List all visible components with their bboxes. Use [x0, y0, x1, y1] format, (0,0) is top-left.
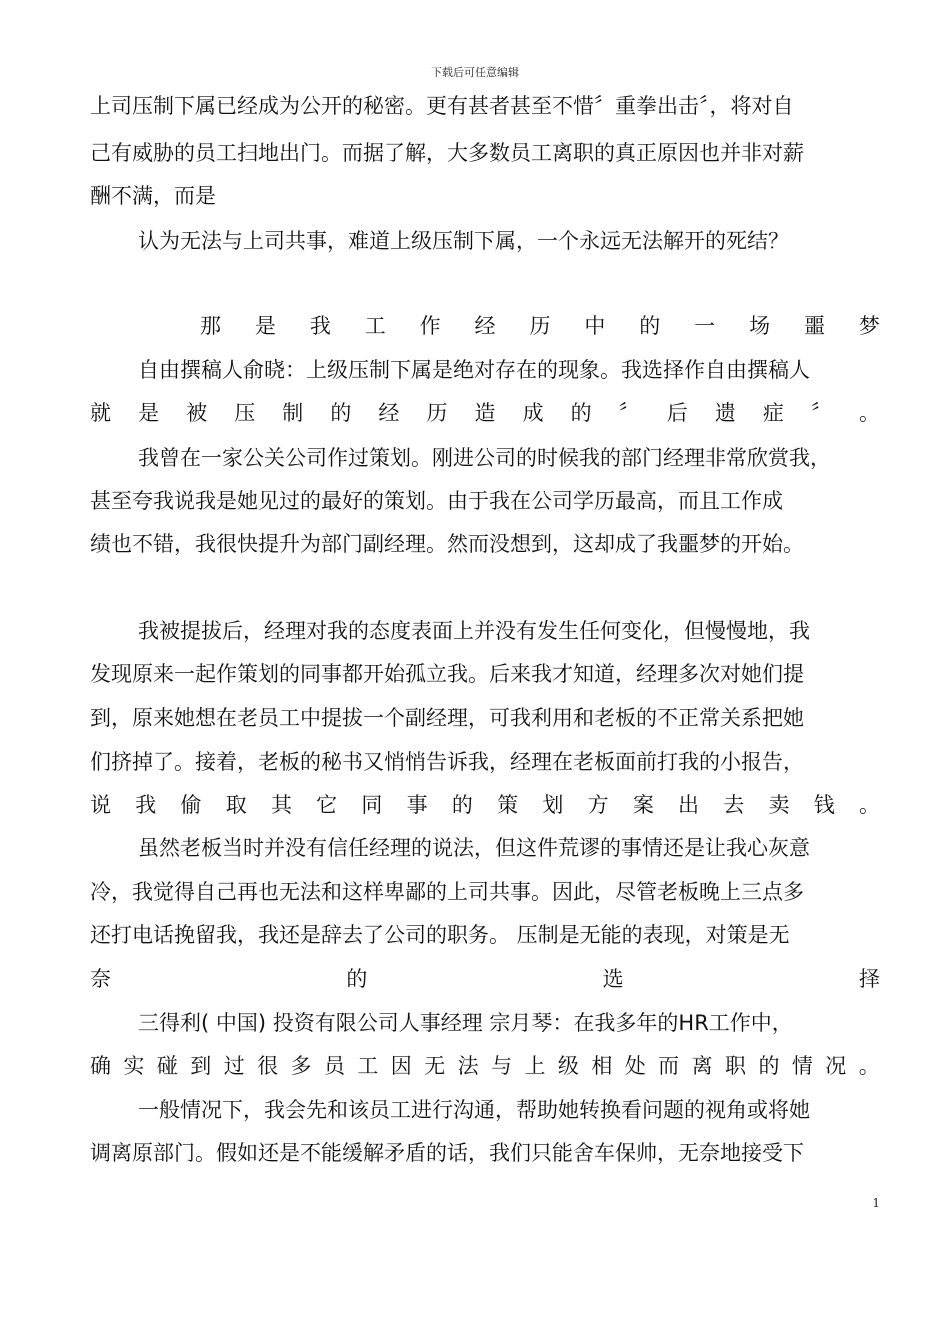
text-char: 工 — [357, 1054, 379, 1078]
text-char: 职 — [725, 1054, 747, 1078]
section-heading — [200, 304, 880, 348]
text-char: 出 — [678, 793, 700, 817]
text-char: 因 — [390, 1054, 412, 1078]
text-char: 被 — [186, 401, 208, 425]
text-char: 与 — [491, 1054, 513, 1078]
text-char: 情 — [791, 1054, 813, 1078]
text-line: 虽然老板当时并没有信任经理的说法，但这件荒谬的事情还是让我心灰意 — [138, 836, 810, 860]
text-line: 发现原来一起作策划的同事都开始孤立我。后来我才知道，经理多次对她们提 — [90, 662, 804, 686]
text-line: 甚至夸我说我是她见过的最好的策划。由于我在公司学历最高，而且工作成 — [90, 489, 783, 513]
text-char: 的 — [758, 1054, 780, 1078]
text-char: 相 — [591, 1054, 613, 1078]
text-char: 上 — [524, 1054, 546, 1078]
text-char: 。 — [859, 401, 880, 425]
text-char: 的 — [346, 967, 368, 991]
text-char: 历 — [426, 401, 448, 425]
text-char: 的 — [451, 793, 473, 817]
text-char: 很 — [257, 1054, 279, 1078]
text-char: 多 — [290, 1054, 312, 1078]
text-char: 择 — [858, 967, 880, 991]
text-char: 噩 — [803, 314, 825, 338]
text-char: 选 — [602, 967, 624, 991]
text-char: 奈 — [90, 967, 111, 991]
text-line: 调离原部门。假如还是不能缓解矛盾的话，我们只能舍车保帅，无奈地接受下 — [90, 1141, 804, 1165]
text-char: 工 — [364, 314, 386, 338]
text-char: 策 — [497, 793, 519, 817]
text-line: 己有威胁的员工扫地出门。而据了解，大多数员工离职的真正原因也并非对薪 — [90, 141, 804, 165]
text-char: 卖 — [768, 793, 790, 817]
text-char: 作 — [419, 314, 441, 338]
text-char: 症 — [762, 401, 784, 425]
text-char: 。 — [858, 1054, 880, 1078]
text-char: 取 — [225, 793, 247, 817]
text-line: 自由撰稿人俞晓：上级压制下属是绝对存在的现象。我选择作自由撰稿人 — [138, 358, 810, 382]
text-char: 造 — [474, 401, 496, 425]
text-char: 遗 — [714, 401, 736, 425]
text-char: 。 — [858, 793, 880, 817]
text-line: 三得利( 中国) 投资有限公司人事经理 宗月琴：在我多年的HR工作中， — [138, 1011, 793, 1035]
text-char: 事 — [406, 793, 428, 817]
page-header: 下载后可任意编辑 — [431, 66, 519, 79]
text-char: 〞 — [618, 401, 640, 425]
text-char: 偷 — [180, 793, 202, 817]
text-char: 历 — [529, 314, 551, 338]
text-char: 那 — [200, 314, 221, 338]
text-char: 确 — [90, 1054, 111, 1078]
text-char: 员 — [323, 1054, 345, 1078]
text-char: 到 — [190, 1054, 212, 1078]
text-char: 方 — [587, 793, 609, 817]
text-line: 到，原来她想在老员工中提拔一个副经理，可我利用和老板的不正常关系把她 — [90, 706, 804, 730]
text-char: 中 — [584, 314, 606, 338]
text-char: 梦 — [858, 314, 880, 338]
text-char: 去 — [723, 793, 745, 817]
text-char: 成 — [522, 401, 544, 425]
text-line: 还打电话挽留我，我还是辞去了公司的职务。 压制是无能的表现，对策是无 — [90, 923, 790, 947]
text-char: 经 — [474, 314, 496, 338]
text-line: 一般情况下，我会先和该员工进行沟通，帮助她转换看问题的视角或将她 — [138, 1098, 810, 1122]
text-line: 我曾在一家公关公司作过策划。刚进公司的时候我的部门经理非常欣赏我， — [138, 446, 831, 470]
text-char: 后 — [666, 401, 688, 425]
text-char: 案 — [632, 793, 654, 817]
text-line — [90, 957, 880, 1001]
text-char: 我 — [135, 793, 157, 817]
text-char: 级 — [557, 1054, 579, 1078]
text-char: 划 — [542, 793, 564, 817]
text-char: 钱 — [813, 793, 835, 817]
text-char: 况 — [825, 1054, 847, 1078]
text-char: 其 — [270, 793, 292, 817]
text-char: 处 — [624, 1054, 646, 1078]
text-char: 的 — [330, 401, 352, 425]
text-line — [90, 1044, 880, 1088]
text-line: 认为无法与上司共事，难道上级压制下属，一个永远无法解开的死结？ — [138, 229, 789, 253]
text-char: 场 — [749, 314, 771, 338]
text-char: 的 — [639, 314, 661, 338]
text-char: 同 — [361, 793, 383, 817]
text-char: 一 — [694, 314, 716, 338]
text-line: 我被提拔后，经理对我的态度表面上并没有发生任何变化，但慢慢地，我 — [138, 619, 810, 643]
text-char: 是 — [254, 314, 276, 338]
text-char: 就 — [90, 401, 111, 425]
text-char: 而 — [658, 1054, 680, 1078]
text-char: 我 — [309, 314, 331, 338]
text-char: 〞 — [810, 401, 832, 425]
text-char: 的 — [570, 401, 592, 425]
text-line — [90, 783, 880, 827]
text-char: 经 — [378, 401, 400, 425]
text-char: 压 — [234, 401, 256, 425]
text-char: 法 — [457, 1054, 479, 1078]
text-char: 制 — [282, 401, 304, 425]
text-char: 是 — [138, 401, 160, 425]
text-line: 绩也不错，我很快提升为部门副经理。然而没想到，这却成了我噩梦的开始。 — [90, 532, 804, 556]
text-line: 上司压制下属已经成为公开的秘密。更有甚者甚至不惜〞重拳出击〞，将对自 — [90, 94, 794, 118]
text-char: 碰 — [156, 1054, 178, 1078]
text-line: 们挤掉了。接着，老板的秘书又悄悄告诉我，经理在老板面前打我的小报告， — [90, 750, 804, 774]
text-line — [90, 391, 880, 435]
text-char: 实 — [123, 1054, 145, 1078]
text-char: 离 — [691, 1054, 713, 1078]
text-char: 过 — [223, 1054, 245, 1078]
text-line: 酬不满，而是 — [90, 184, 216, 208]
page-number: 1 — [872, 1196, 880, 1210]
text-char: 说 — [90, 793, 111, 817]
text-char: 它 — [316, 793, 338, 817]
text-line: 冷，我觉得自己再也无法和这样卑鄙的上司共事。因此，尽管老板晚上三点多 — [90, 880, 804, 904]
text-char: 无 — [424, 1054, 446, 1078]
